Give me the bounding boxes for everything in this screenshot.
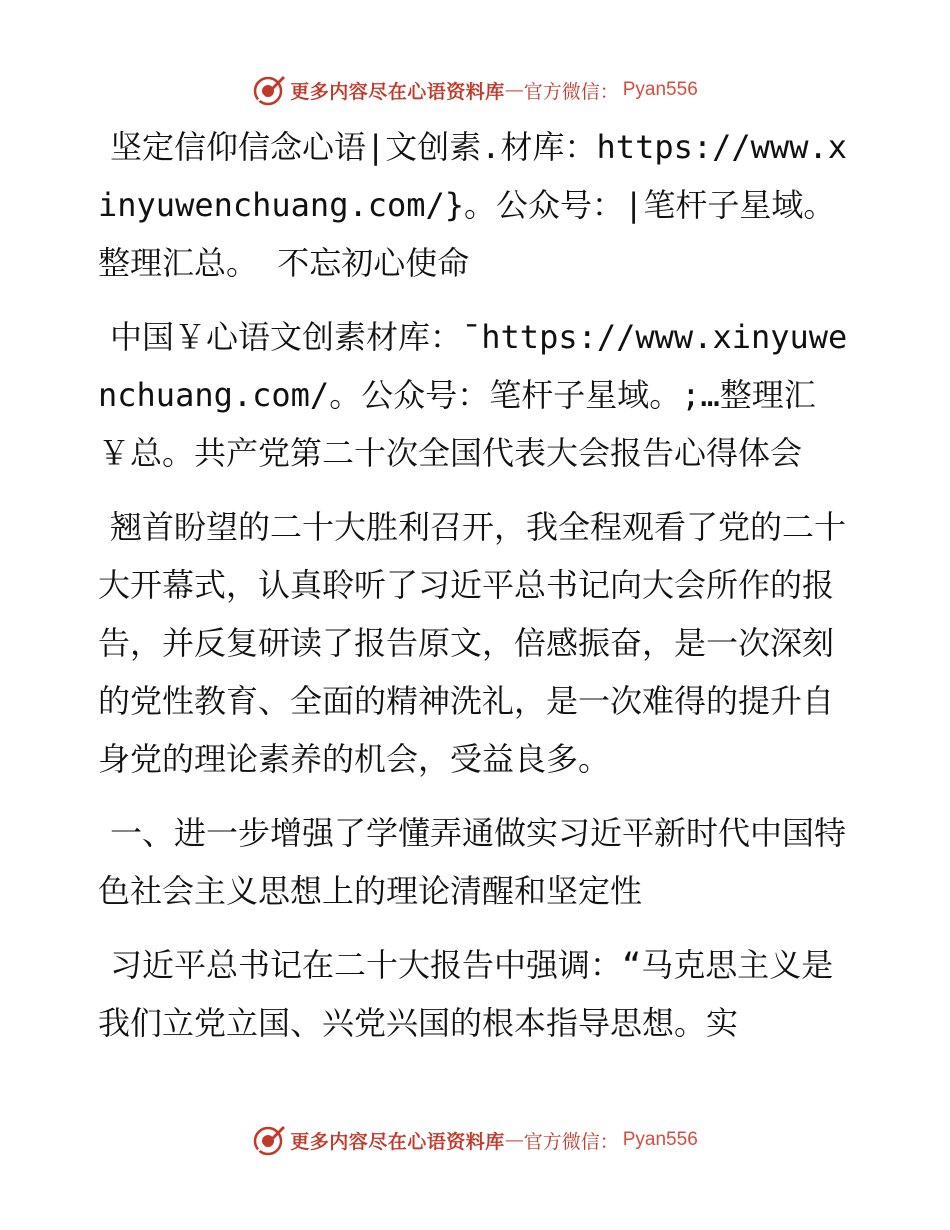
paragraph-1: 坚定信仰信念心语|文创素.材库：https://www.xinyuwenchuang.com/}。公众号：|笔杆子星域。整理汇总。 不忘初心使命 [98, 128, 847, 282]
banner-slogan: 更多内容尽在心语资料库 [290, 1130, 505, 1153]
banner-official-label: 官方微信： [523, 1130, 619, 1153]
banner-slogan: 更多内容尽在心语资料库 [290, 80, 505, 103]
banner-wechat-id: Pyan556 [622, 1129, 698, 1150]
banner-dash: — [504, 79, 524, 101]
banner-official-label: 官方微信： [523, 80, 619, 103]
pen-logo-icon [252, 73, 286, 107]
paragraph-3: 翘首盼望的二十大胜利召开，我全程观看了党的二十大开幕式，认真聆听了习近平总书记向大会所作的报告，并反复研读了报告原文，倍感振奋，是一次深刻的党性教育、全面的精神洗礼，是一次难得的提升自身党的理论素养的机会，受益良多。 [98, 508, 847, 778]
paragraph-5: 习近平总书记在二十大报告中强调：“马克思主义是我们立党立国、兴党兴国的根本指导思想。实 [98, 946, 834, 1042]
pen-logo-icon [252, 1123, 286, 1157]
document-body [98, 118, 850, 1068]
banner-wechat-id: Pyan556 [622, 79, 698, 100]
footer-banner [0, 1120, 950, 1160]
paragraph-4: 一、进一步增强了学懂弄通做实习近平新时代中国特色社会主义思想上的理论清醒和坚定性 [98, 814, 847, 910]
paragraph-2: 中国￥心语文创素材库：¯https://www.xinyuwenchuang.com/。公众号：笔杆子星域。;…整理汇￥总。共产党第二十次全国代表大会报告心得体会 [98, 318, 848, 472]
banner-dash: — [504, 1129, 524, 1151]
header-banner [0, 70, 950, 110]
